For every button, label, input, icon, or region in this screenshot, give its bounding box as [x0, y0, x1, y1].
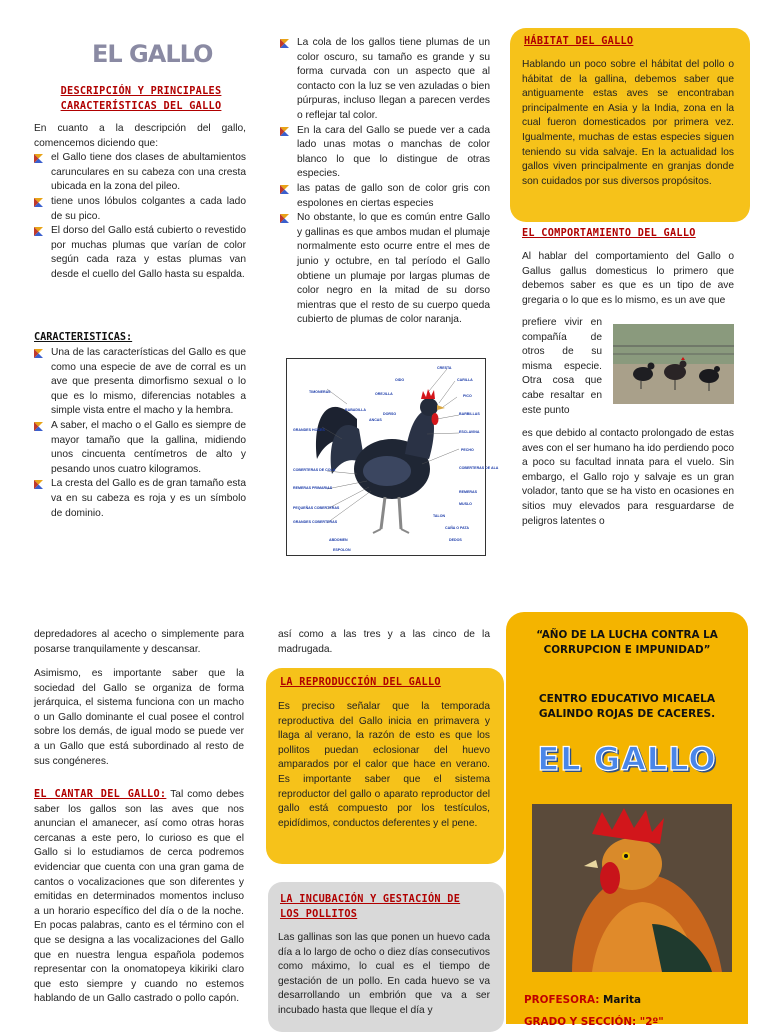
- bullet-icon: [280, 214, 289, 223]
- diagram-label: CAÑA O PATA: [445, 526, 470, 530]
- incubation-heading-line1: LA INCUBACIÓN Y GESTACIÓN DE: [280, 894, 461, 905]
- bullet-icon: [34, 480, 43, 489]
- bullet-icon: [280, 39, 289, 48]
- description-bullets: [34, 151, 246, 282]
- diagram-label: DEDOS: [449, 538, 462, 542]
- bullet-icon: [34, 422, 43, 431]
- diagram-label: PECHO: [461, 448, 474, 452]
- bullet-text: En la cara del Gallo se puede ver a cada lado unas motas o manchas de color blanco lo que lo distingue de otras especies.: [297, 124, 490, 180]
- rooster-anatomy-illustration: [287, 359, 499, 555]
- cover-title: EL GALLO: [537, 740, 717, 778]
- list-item: [34, 346, 246, 419]
- diagram-label: ABDOMEN: [329, 538, 348, 542]
- chickens-illustration: [613, 324, 734, 404]
- list-item: [280, 182, 490, 211]
- motto-line1: “AÑO DE LA LUCHA CONTRA LA: [536, 629, 718, 641]
- diagram-label: REMERAS: [459, 490, 477, 494]
- singing-heading: EL CANTAR DEL GALLO:: [34, 789, 167, 800]
- bullet-text: La cresta del Gallo es de gran tamaño esta va en su cabeza es roja y es un símbolo de dominio.: [51, 478, 246, 519]
- chickens-photo: [613, 324, 734, 404]
- singing-text: Tal como debes saber los gallos son las aves que nos anuncian el amanecer, así como otras horas cercanas a este pero, lo curioso es que el Gallo si lo estudiamos de cerca podremos evidenciar que cuenta con una gran gama de cantos o vocalizaciones que son diferentes y emitidas en determinados momentos incluso a un horario específico del día o de la noche. En pocas palabras, canto es el término con el que se designa a las vocalizaciones del Gallo que en nuestra lengua española podemos representar con la onomatopeya kikiriki claro que esto siempre y cuando no estemos hablando de un Gallo castrado o pollo capón.: [34, 789, 245, 1005]
- characteristics-bullets: [34, 346, 246, 521]
- bullet-text: La cola de los gallos tiene plumas de un color oscuro, su tamaño es grande y su forma curvada con un aspecto que al contacto con la luz se ven azuladas o bien púrpuras, incluso llegan a parecen verdes o reflejar tal color.: [297, 37, 490, 121]
- school-name: [514, 692, 740, 722]
- list-item: [34, 195, 246, 224]
- motto-line2: CORRUPCION E IMPUNIDAD”: [543, 644, 711, 656]
- incubation-heading-line2: LOS POLLITOS: [280, 909, 358, 920]
- bullet-icon: [34, 154, 43, 163]
- diagram-label: REMERAS PRIMARIAS: [293, 486, 333, 490]
- bullet-icon: [280, 127, 289, 136]
- diagram-label: PICO: [463, 394, 472, 398]
- page-title: EL GALLO: [92, 40, 213, 68]
- singing-section: [34, 788, 244, 1007]
- bullet-text: No obstante, lo que es común entre Gallo y gallinas es que ambos mudan el plumaje normalmente esto ocurre entre el mes de junio y octubre, en tal período el Gallo obtiene un plumaje por largas plumas de color negro en la mitad de su dorso mientras que el resto de su cuerpo queda cubierto de plumas de color naranja.: [297, 212, 490, 326]
- habitat-text: Hablando un poco sobre el hábitat del pollo o hábitat de la gallina, debemos saber que antiguamente estas aves se encontraban principalmente en Asia y la India, zona en la cual fueron domesticados por primera vez. Igualmente, muchas de estas especies siguen teniendo su vida salvaje. En la actualidad los gallos viven principalmente en granjas donde son cuidados por sus diversos propósitos.: [522, 59, 734, 187]
- rooster-anatomy-diagram: [286, 358, 499, 556]
- reproduction-heading: LA REPRODUCCIÓN DEL GALLO: [280, 677, 441, 688]
- description-heading: [36, 84, 246, 114]
- teacher-label: PROFESORA:: [524, 994, 600, 1006]
- bullet-text: el Gallo tiene dos clases de abultamientos carunculares en su cabeza con una cresta ubicada en la zona del pileo.: [51, 152, 246, 193]
- bullet-icon: [34, 198, 43, 207]
- reproduction-text: Es preciso señalar que la temporada reproductiva del Gallo inicia en primavera y llaga al verano, la razón de esto es que los pollitos puedan eclosionar del huevo amparados por el calor que hace en verano. Es importante saber que el sistema reproductor del gallo o aparato reproductor del gallo está compuesto por los testículos, epidídimos, conductos deferentes y el pene.: [278, 701, 490, 829]
- list-item: [34, 151, 246, 195]
- diagram-label: DORSO: [383, 412, 397, 416]
- bullet-text: El dorso del Gallo está cubierto o revestido por muchas plumas que varían de color según cada raza y estas plumas van desde el cuello del Gallo hasta su espalda.: [51, 225, 246, 280]
- description-heading-line1: DESCRIPCIÓN Y PRINCIPALES: [60, 86, 222, 97]
- middle-bullets: [280, 36, 490, 328]
- motto: [514, 628, 740, 658]
- list-item: [280, 211, 490, 328]
- bullet-text: Una de las características del Gallo es que como una especie de ave de corral es un ave que presenta dimorfismo sexual o lo que es lo mismo, diferencias notables a simple vista entre el macho y la hembra.: [51, 347, 246, 417]
- description-text: [34, 122, 246, 283]
- list-item: [34, 477, 246, 521]
- list-item: [280, 124, 490, 182]
- bottom-left-text1: depredadores al acecho o simplemente para posarse tranquilamente y descansar.: [34, 629, 244, 655]
- diagram-label: BARBILLAS: [459, 412, 480, 416]
- behavior-heading: EL COMPORTAMIENTO DEL GALLO: [522, 228, 696, 239]
- diagram-label: RABADILLA: [345, 408, 366, 412]
- diagram-label: ESPOLON: [333, 548, 351, 552]
- diagram-label: MUSLO: [459, 502, 472, 506]
- rooster-photo: [532, 804, 732, 972]
- list-item: [280, 36, 490, 124]
- teacher-name: Marita: [599, 994, 641, 1006]
- bullet-icon: [34, 349, 43, 358]
- teacher-line: [524, 994, 641, 1006]
- behavior-text-bottom: es que debido al contacto prolongado de estas aves con el ser humano ha ido perdiendo poco a poco su facultad innata para el vuelo. Sin embargo, el Gallo rojo y salvaje es un gran volador, tanto que se ha visto en ocasiones en sitios muy elevados para resguardarse de peligros latentes o: [522, 428, 734, 527]
- middle-column-text: [280, 36, 490, 328]
- diagram-label: COBERTERAS DE ALA: [459, 466, 499, 470]
- bullet-text: tiene unos lóbulos colgantes a cada lado de su pico.: [51, 195, 246, 222]
- behavior-text-top: Al hablar del comportamiento del Gallo o Gallus gallus domesticus lo primero que debemos saber es que es un tipo de ave gregaria o lo que es lo mismo, es un ave que: [522, 251, 734, 306]
- description-heading-line2: CARACTERÍSTICAS DEL GALLO: [60, 101, 222, 112]
- bullet-icon: [280, 185, 289, 194]
- characteristics-text: [34, 346, 246, 521]
- diagram-label: COBERTERAS DE COLA: [293, 468, 336, 472]
- diagram-label: PEQUEÑAS COBERTERAS: [293, 506, 340, 510]
- list-item: [34, 419, 246, 477]
- rooster-head-illustration: [532, 804, 732, 972]
- diagram-label: ANCAS: [369, 418, 382, 422]
- bullet-text: las patas de gallo son de color gris con espolones en ciertas especies: [297, 182, 490, 209]
- diagram-label: GRANDES COBERTERAS: [293, 520, 338, 524]
- diagram-label: TIMONERAS: [309, 390, 331, 394]
- behavior-text-left: prefiere vivir en compañía de otros de su misma especie. Otra cosa que cabe resaltar en este punto: [522, 317, 602, 416]
- diagram-label: OREJILLA: [375, 392, 393, 396]
- characteristics-heading: CARACTERISTICAS:: [34, 332, 133, 343]
- bullet-text: A saber, el macho o el Gallo es siempre de mayor tamaño que la gallina, midiendo unos cincuenta centímetros de alto y pesando unos cuatro kilogramos.: [51, 419, 246, 475]
- school-line2: GALINDO ROJAS DE CACERES.: [538, 708, 716, 720]
- diagram-label: ESCLAVINA: [459, 430, 480, 434]
- habitat-heading: HÁBITAT DEL GALLO: [524, 36, 634, 47]
- incubation-text: Las gallinas son las que ponen un huevo cada día a lo largo de ocho o diez días consecutivos como máximo, lo cual es el tiempo de gestación de un pollo. En cada huevo se va desarrollando un embrión que va a ser incubado hasta que lleque el día y: [278, 932, 490, 1016]
- diagram-label: TALON: [433, 514, 446, 518]
- school-line1: CENTRO EDUCATIVO MICAELA: [538, 693, 716, 705]
- diagram-label: GRANDES HOCES: [293, 428, 325, 432]
- list-item: [34, 224, 246, 282]
- grade-line: GRADO Y SECCIÓN: "2º": [524, 1016, 664, 1028]
- diagram-label: CRESTA: [437, 366, 452, 370]
- incubation-heading: [280, 892, 492, 922]
- diagram-label: CARILLA: [457, 378, 473, 382]
- bullet-icon: [34, 227, 43, 236]
- bottom-left-text2: Asimismo, es importante saber que la sociedad del Gallo se organiza de forma jerárquica, el sistema funciona con un macho o un Gallo dominante el cual posee el control sobre los demás, de igual modo se puede ver a un Gallo que está subordinado al resto de sus congéneres.: [34, 668, 244, 767]
- description-intro: En cuanto a la descripción del gallo, comencemos diciendo que:: [34, 123, 246, 149]
- diagram-label: OIDO: [395, 378, 405, 382]
- bottom-middle-top-text: así como a las tres y a las cinco de la madrugada.: [278, 629, 490, 655]
